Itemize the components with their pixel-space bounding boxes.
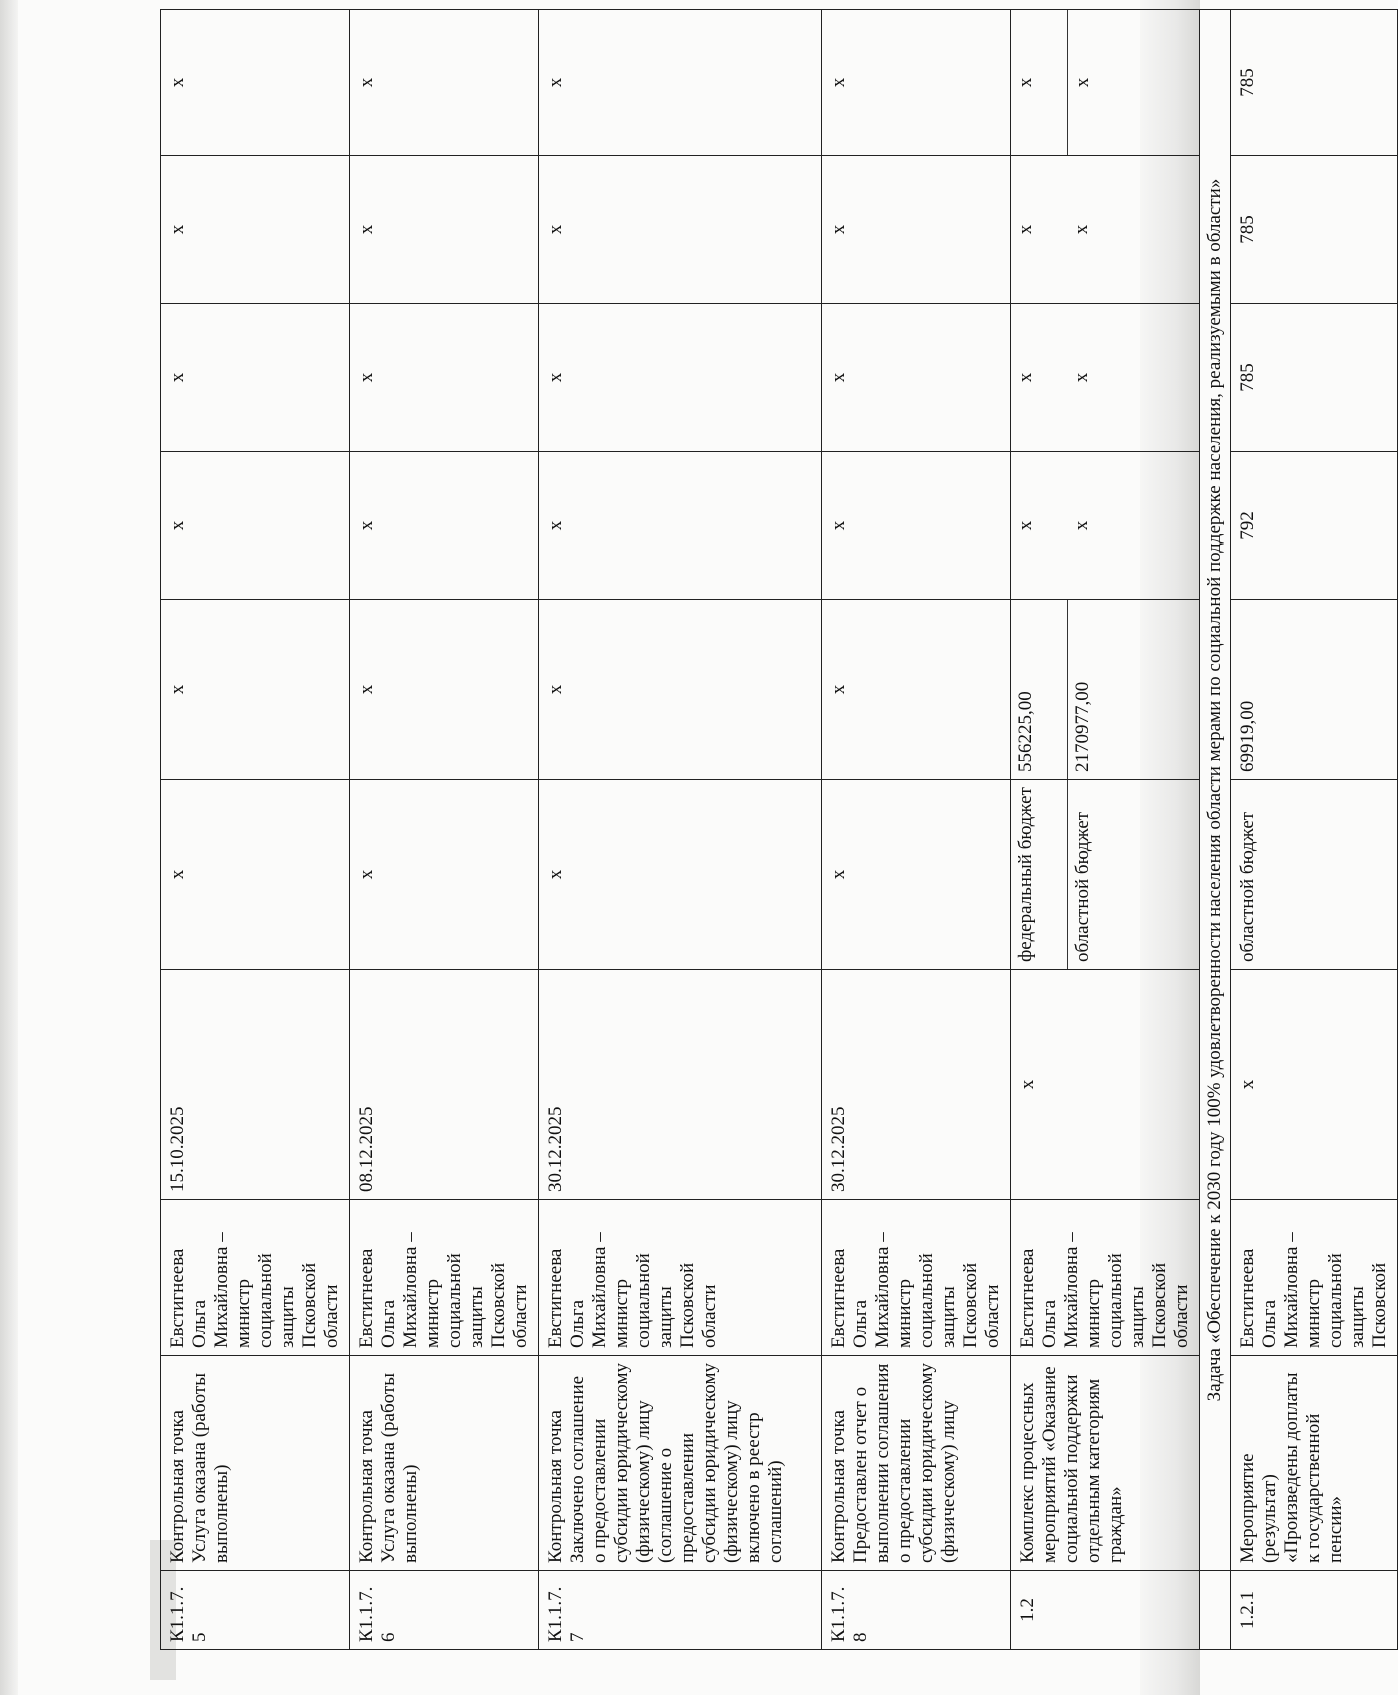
row-year-1: х: [539, 452, 822, 600]
regional-year-3: х: [1071, 224, 1092, 235]
rotated-page: [160, 10, 1390, 1650]
table-row: [350, 10, 539, 1650]
federal-source: федеральный бюджет: [1015, 787, 1036, 962]
table-row: [822, 10, 1011, 1650]
plan-table: [160, 9, 1398, 1650]
measure-date: х: [1231, 970, 1398, 1200]
measure-year-4: 785: [1231, 10, 1398, 156]
row-amount: х: [161, 600, 350, 780]
measure-year-3: 785: [1231, 156, 1398, 304]
row-responsible: Евстигнеева Ольга Михайловна – министр социальной защиты Псковской области: [539, 1200, 822, 1356]
federal-amount: 556225,00: [1015, 691, 1036, 772]
measure-row: [1231, 10, 1398, 1650]
row-year-2: х: [822, 304, 1011, 452]
row-responsible: Евстигнеева Ольга Михайловна – министр социальной защиты Псковской области: [822, 1200, 1011, 1356]
row-date: 15.10.2025: [161, 970, 350, 1200]
complex-responsible: Евстигнеева Ольга Михайловна – министр социальной защиты Псковской области: [1011, 1200, 1200, 1356]
complex-date: х: [1011, 970, 1200, 1200]
task-blank: [1200, 1571, 1231, 1650]
regional-amount: 2170977,00: [1067, 600, 1098, 779]
row-source: х: [350, 780, 539, 970]
row-date: 30.12.2025: [539, 970, 822, 1200]
regional-year-1: х: [1071, 520, 1092, 531]
table-row: [539, 10, 822, 1650]
row-responsible: Евстигнеева Ольга Михайловна – министр социальной защиты Псковской области: [161, 1200, 350, 1356]
row-source: х: [539, 780, 822, 970]
row-source: х: [161, 780, 350, 970]
federal-year-2: х: [1015, 372, 1036, 383]
regional-source: областной бюджет: [1067, 780, 1098, 969]
scan-edge-left: [0, 0, 18, 1695]
row-year-1: х: [350, 452, 539, 600]
row-year-3: х: [822, 156, 1011, 304]
federal-year-1: х: [1015, 520, 1036, 531]
measure-title: Мероприятие (результат) «Произведены доплаты к государственной пенсии»: [1231, 1356, 1398, 1571]
measure-year-1: 792: [1231, 452, 1398, 600]
row-year-2: х: [350, 304, 539, 452]
table-row: [161, 10, 350, 1650]
row-date: 30.12.2025: [822, 970, 1011, 1200]
row-title: Контрольная точка Заключено соглашение о предоставлении субсидии юридическому (физическому) лицу (соглашение о предоставлении субсидии юридическому (физическому) лицу включено в реестр соглашений): [539, 1356, 822, 1571]
row-amount: х: [822, 600, 1011, 780]
task-row: [1200, 10, 1231, 1650]
row-date: 08.12.2025: [350, 970, 539, 1200]
measure-source: областной бюджет: [1231, 780, 1398, 970]
complex-row: [1011, 10, 1200, 1650]
row-year-4: х: [350, 10, 539, 156]
federal-year-3: х: [1015, 224, 1036, 235]
row-year-3: х: [350, 156, 539, 304]
row-responsible: Евстигнеева Ольга Михайловна – министр социальной защиты Псковской области: [350, 1200, 539, 1356]
row-year-3: х: [161, 156, 350, 304]
measure-amount: 69919,00: [1231, 600, 1398, 780]
complex-code: 1.2: [1011, 1571, 1200, 1650]
measure-year-2: 785: [1231, 304, 1398, 452]
regional-year-4: х: [1067, 10, 1098, 155]
complex-title: Комплекс процессных мероприятий «Оказание социальной поддержки отдельным категориям граждан»: [1011, 1356, 1200, 1571]
row-year-1: х: [161, 452, 350, 600]
row-title: Контрольная точка Услуга оказана (работы выполнены): [350, 1356, 539, 1571]
row-year-4: х: [161, 10, 350, 156]
row-year-3: х: [539, 156, 822, 304]
regional-year-2: х: [1071, 372, 1092, 383]
row-year-4: х: [539, 10, 822, 156]
federal-year-4: х: [1015, 77, 1036, 88]
row-title: Контрольная точка Услуга оказана (работы выполнены): [161, 1356, 350, 1571]
task-title: Задача «Обеспечение к 2030 году 100% удовлетворенности населения области мерами по социальной поддержке населения, реализуемыми в области»: [1200, 10, 1231, 1571]
row-code: К1.1.7.5: [161, 1571, 350, 1650]
row-amount: х: [539, 600, 822, 780]
row-year-4: х: [822, 10, 1011, 156]
row-source: х: [822, 780, 1011, 970]
measure-responsible: Евстигнеева Ольга Михайловна – министр социальной защиты Псковской: [1231, 1200, 1398, 1356]
row-year-1: х: [822, 452, 1011, 600]
row-code: К1.1.7.7: [539, 1571, 822, 1650]
row-year-2: х: [161, 304, 350, 452]
row-title: Контрольная точка Предоставлен отчет о выполнении соглашения о предоставлении субсидии юридическому (физическому) лицу: [822, 1356, 1011, 1571]
row-amount: х: [350, 600, 539, 780]
row-code: К1.1.7.6: [350, 1571, 539, 1650]
row-code: К1.1.7.8: [822, 1571, 1011, 1650]
measure-code: 1.2.1: [1231, 1571, 1398, 1650]
row-year-2: х: [539, 304, 822, 452]
